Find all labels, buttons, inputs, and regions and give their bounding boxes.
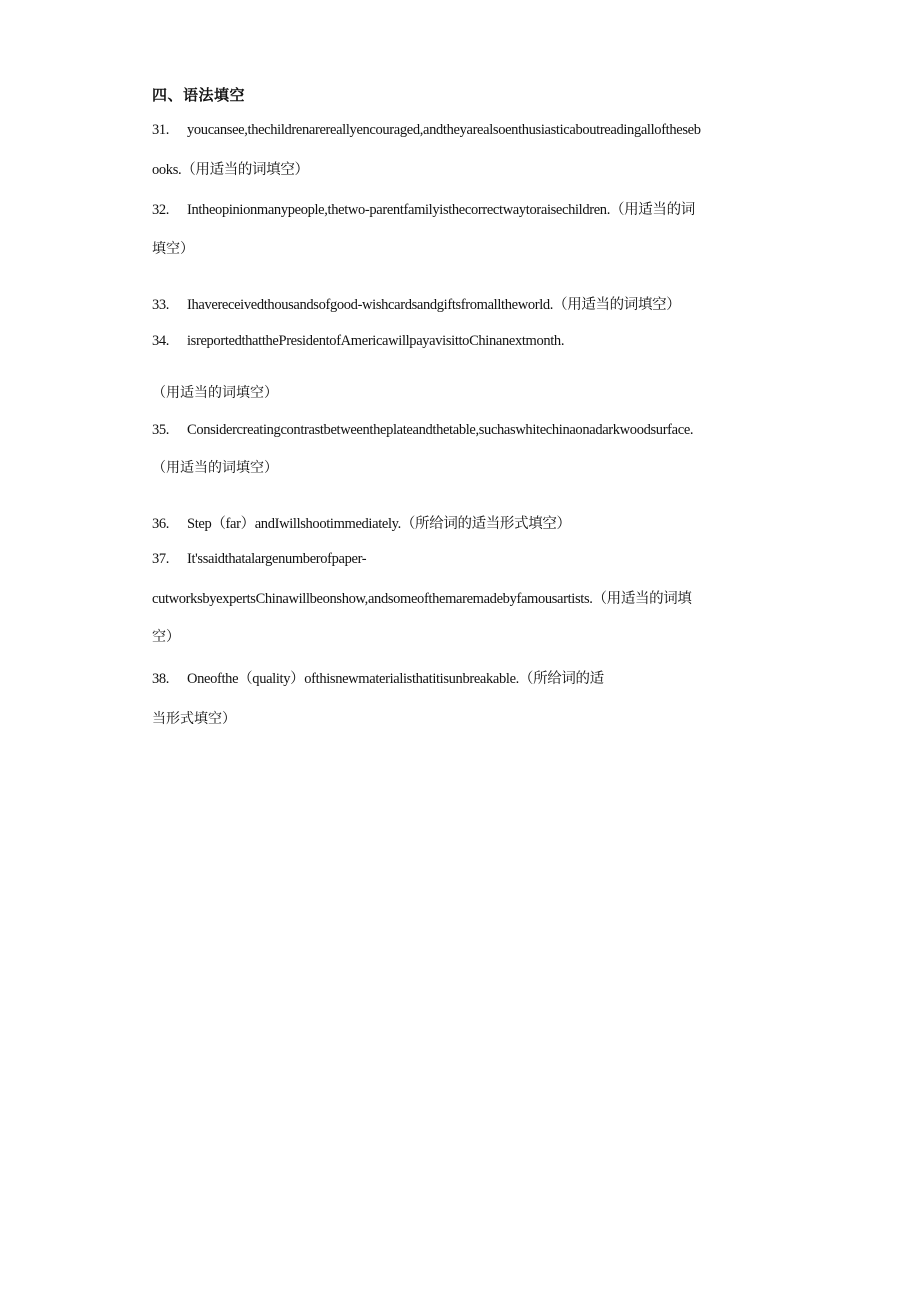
- question-text: Intheopinionmanypeople,thetwo-parentfamilyisthecorrectwaytoraisechildren.（用适当的词: [187, 202, 695, 218]
- question-35-continued: [152, 457, 278, 477]
- question-number: 33.: [152, 297, 170, 313]
- question-text: 空）: [152, 629, 180, 645]
- question-36: [152, 512, 571, 533]
- question-text: It'ssaidthatalargenumberofpaper-: [187, 551, 367, 567]
- question-text: cutworksbyexpertsChinawillbeonshow,andsomeofthemaremadebyfamousartists.（用适当的词填: [152, 591, 692, 607]
- question-37-continued-2: [152, 626, 180, 646]
- question-34-continued: [152, 382, 278, 402]
- question-number: 38.: [152, 671, 170, 687]
- question-37-continued: [152, 587, 692, 608]
- section-title: 四、语法填空: [152, 86, 246, 104]
- question-text: youcansee,thechildrenarereallyencouraged,andtheyarealsoenthusiasticaboutreadingalloftheseb: [187, 122, 701, 138]
- question-number: 31.: [152, 122, 170, 138]
- question-number: 32.: [152, 202, 170, 218]
- question-35: [152, 422, 693, 439]
- question-text: （用适当的词填空）: [152, 460, 278, 476]
- question-text: isreportedthatthePresidentofAmericawillpayavisittoChinanextmonth.: [187, 333, 565, 349]
- question-text: 填空）: [152, 241, 194, 257]
- question-number: 36.: [152, 516, 170, 532]
- question-number: 35.: [152, 422, 170, 438]
- question-33: [152, 293, 680, 314]
- question-number: 34.: [152, 333, 170, 349]
- question-number: 37.: [152, 551, 170, 567]
- question-38: [152, 667, 604, 688]
- question-31-continued: [152, 158, 309, 179]
- question-text: Step（far）andIwillshootimmediately.（所给词的适当形式填空）: [187, 516, 571, 532]
- question-32-continued: [152, 238, 194, 258]
- question-text: ooks.（用适当的词填空）: [152, 162, 309, 178]
- question-38-continued: [152, 708, 236, 728]
- question-31: [152, 122, 701, 139]
- question-text: Ihavereceivedthousandsofgood-wishcardsandgiftsfromalltheworld.（用适当的词填空）: [187, 297, 681, 313]
- question-32: [152, 198, 695, 219]
- question-text: 当形式填空）: [152, 711, 236, 727]
- question-34: [152, 333, 564, 350]
- question-text: Oneofthe（quality）ofthisnewmaterialisthatitisunbreakable.（所给词的适: [187, 671, 604, 687]
- question-37: [152, 551, 366, 568]
- question-text: （用适当的词填空）: [152, 385, 278, 401]
- question-text: Considercreatingcontrastbetweentheplateandthetable,suchaswhitechinaonadarkwoodsurface.: [187, 422, 694, 438]
